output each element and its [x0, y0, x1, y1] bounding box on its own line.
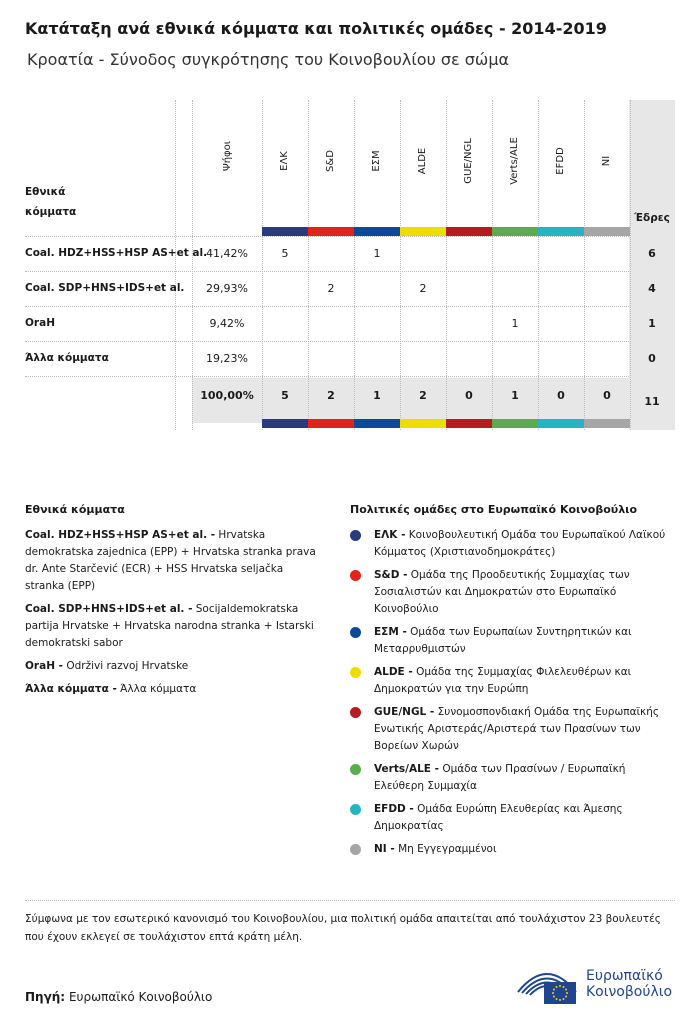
party-votes: 29,93% — [206, 282, 248, 295]
party-seats: 6 — [648, 247, 656, 260]
group-color-bar — [492, 227, 538, 236]
footnote: Σύμφωνα με τον εσωτερικό κανονισμό του Κοινοβουλίου, μια πολιτική ομάδα απαιτείται από τουλάχιστον 23 βουλευτές που έχουν εκλεγεί σε τουλάχιστον επτά κράτη μέλη. — [25, 913, 661, 943]
national-party-description: Άλλα κόμματα — [120, 683, 197, 695]
total-seat-cell: 1 — [373, 389, 381, 402]
party-header: Εθνικά κόμματα — [25, 186, 77, 218]
party-votes: 19,23% — [206, 352, 248, 365]
group-color-bar-bottom — [492, 419, 538, 428]
seat-cell — [400, 341, 446, 376]
group-color-dot-icon — [350, 844, 361, 855]
group-header: S&D — [325, 150, 336, 172]
seat-cell — [538, 306, 584, 341]
seat-cell — [584, 341, 630, 376]
political-group-entry — [350, 624, 675, 658]
group-header: ΕΛΚ — [279, 151, 290, 171]
political-group-description: Ομάδα των Ευρωπαίων Συντηρητικών και Μεταρρυθμιστών — [374, 626, 632, 655]
group-color-bar — [446, 227, 492, 236]
eu-star-icon — [553, 996, 555, 998]
political-group-entry — [350, 841, 675, 858]
party-seats: 4 — [648, 282, 656, 295]
group-color-bar-bottom — [400, 419, 446, 428]
group-color-bar — [354, 227, 400, 236]
group-color-bar — [262, 227, 308, 236]
seat-cell — [584, 306, 630, 341]
total-seat-cell: 0 — [603, 389, 611, 402]
total-seat-cell: 1 — [511, 389, 519, 402]
row-divider — [25, 376, 629, 377]
footnote-divider — [25, 900, 675, 901]
seat-cell — [538, 271, 584, 306]
seats-header: Έδρες — [634, 212, 670, 224]
seat-cell — [492, 341, 538, 376]
seat-cell — [492, 271, 538, 306]
total-seat-cell: 2 — [327, 389, 335, 402]
political-group-name: GUE/NGL - — [374, 706, 435, 718]
political-groups-heading: Πολιτικές ομάδες στο Ευρωπαϊκό Κοινοβούλιο — [350, 503, 638, 516]
party-votes: 9,42% — [209, 317, 245, 330]
national-party-name: Coal. SDP+HNS+IDS+et al. - — [25, 603, 193, 615]
group-header: ΕΣΜ — [371, 150, 382, 172]
political-group-name: Verts/ALE - — [374, 763, 439, 775]
seat-cell — [584, 271, 630, 306]
logo-line2: Κοινοβούλιο — [586, 984, 673, 1000]
total-seats: 11 — [644, 395, 660, 408]
seat-cell — [584, 236, 630, 271]
eu-star-icon — [556, 998, 558, 1000]
political-groups-legend — [350, 527, 675, 864]
national-party-description: Održivi razvoj Hrvatske — [66, 660, 189, 672]
national-party-entry — [25, 601, 325, 652]
seat-cell — [262, 306, 308, 341]
political-group-name: NI - — [374, 843, 395, 855]
parliament-emblem-icon — [514, 962, 580, 1006]
political-group-name: EFDD - — [374, 803, 414, 815]
eu-star-icon — [556, 986, 558, 988]
eu-star-icon — [552, 992, 554, 994]
total-seat-cell: 0 — [557, 389, 565, 402]
group-color-bar-bottom — [354, 419, 400, 428]
seat-cell — [308, 306, 354, 341]
seat-cell — [400, 306, 446, 341]
group-header: NI — [601, 155, 612, 167]
party-name: OraH — [25, 317, 55, 329]
party-name: Άλλα κόμματα — [25, 352, 109, 364]
source-label: Πηγή: — [25, 990, 66, 1004]
political-group-description: Ομάδα των Πρασίνων / Ευρωπαϊκή Ελεύθερη Συμμαχία — [374, 763, 626, 792]
group-header: EFDD — [555, 147, 566, 175]
seat-cell: 1 — [511, 317, 519, 330]
seat-cell: 1 — [373, 247, 381, 260]
total-seat-cell: 2 — [419, 389, 427, 402]
logo-line1: Ευρωπαϊκό — [586, 968, 663, 984]
political-group-entry — [350, 567, 675, 618]
political-group-name: ALDE - — [374, 666, 413, 678]
group-color-dot-icon — [350, 530, 361, 541]
eu-star-icon — [559, 985, 561, 987]
eu-star-icon — [565, 989, 567, 991]
seat-cell — [400, 236, 446, 271]
group-color-bar-bottom — [308, 419, 354, 428]
group-color-dot-icon — [350, 667, 361, 678]
group-color-bar-bottom — [262, 419, 308, 428]
seat-cell — [354, 271, 400, 306]
political-group-entry — [350, 704, 675, 755]
party-name: Coal. SDP+HNS+IDS+et al. — [25, 282, 185, 294]
group-header: GUE/NGL — [463, 138, 474, 184]
political-group-description: Ομάδα της Προοδευτικής Συμμαχίας των Σοσιαλιστών και Δημοκρατών στο Ευρωπαϊκό Κοινοβούλιο — [374, 569, 630, 615]
group-header: Verts/ALE — [509, 137, 520, 185]
seat-cell — [446, 341, 492, 376]
political-group-entry — [350, 527, 675, 561]
national-party-entry — [25, 681, 325, 698]
eu-star-icon — [565, 996, 567, 998]
european-parliament-logo — [514, 962, 676, 1006]
group-color-bar-bottom — [584, 419, 630, 428]
political-group-description: Ομάδα της Συμμαχίας Φιλελευθέρων και Δημοκρατών για την Ευρώπη — [374, 666, 632, 695]
political-group-description: Ομάδα Ευρώπη Ελευθερίας και Άμεσης Δημοκρατίας — [374, 803, 623, 832]
eu-star-icon — [559, 999, 561, 1001]
national-party-name: Coal. HDZ+HSS+HSP AS+et al. - — [25, 529, 216, 541]
seat-cell — [538, 341, 584, 376]
national-party-entry — [25, 658, 325, 675]
page-title: Κατάταξη ανά εθνικά κόμματα και πολιτικές ομάδες - 2014-2019 — [25, 19, 607, 38]
group-color-bar-bottom — [538, 419, 584, 428]
party-votes: 41,42% — [206, 247, 248, 260]
political-group-entry — [350, 664, 675, 698]
political-group-name: S&D - — [374, 569, 408, 581]
seat-cell — [446, 271, 492, 306]
votes-header: Ψήφοι — [222, 140, 233, 172]
political-group-entry — [350, 801, 675, 835]
party-name: Coal. HDZ+HSS+HSP AS+et al. — [25, 247, 208, 259]
seat-cell — [262, 341, 308, 376]
national-party-name: OraH - — [25, 660, 63, 672]
group-color-bar — [400, 227, 446, 236]
seat-cell — [354, 306, 400, 341]
group-color-dot-icon — [350, 764, 361, 775]
eu-star-icon — [563, 986, 565, 988]
political-group-name: ΕΛΚ - — [374, 529, 406, 541]
national-party-description: Hrvatska demokratska zajednica (EPP) + Hrvatska stranka prava dr. Ante Starčević (ECR) + HSS Hrvatska seljačka stranka (EPP) — [25, 529, 316, 592]
national-party-name: Άλλα κόμματα - — [25, 683, 117, 695]
seat-cell — [308, 341, 354, 376]
seat-cell — [354, 341, 400, 376]
group-color-bar — [584, 227, 630, 236]
seat-cell: 2 — [419, 282, 427, 295]
group-color-bar — [538, 227, 584, 236]
seat-cell — [262, 271, 308, 306]
source — [25, 990, 212, 1004]
seat-cell — [308, 236, 354, 271]
national-party-description: Socijaldemokratska partija Hrvatske + Hrvatska narodna stranka + Istarski demokratski sabor — [25, 603, 314, 649]
party-seats: 1 — [648, 317, 656, 330]
national-party-entry — [25, 527, 325, 595]
group-color-dot-icon — [350, 804, 361, 815]
party-seats: 0 — [648, 352, 656, 365]
group-color-dot-icon — [350, 627, 361, 638]
political-group-description: Συνομοσπονδιακή Ομάδα της Ευρωπαϊκής Ενωτικής Αριστεράς/Αριστερά των Πρασίνων των Βορείων Χωρών — [374, 706, 660, 752]
seat-cell — [492, 236, 538, 271]
total-votes: 100,00% — [200, 389, 254, 402]
group-color-dot-icon — [350, 570, 361, 581]
source-value: Ευρωπαϊκό Κοινοβούλιο — [68, 990, 213, 1004]
eu-star-icon — [566, 992, 568, 994]
eu-star-icon — [553, 989, 555, 991]
political-group-description: Κοινοβουλευτική Ομάδα του Ευρωπαϊκού Λαϊκού Κόμματος (Χριστιανοδημοκράτες) — [374, 529, 666, 558]
page-subtitle: Κροατία - Σύνοδος συγκρότησης του Κοινοβουλίου σε σώμα — [27, 50, 510, 69]
seat-cell — [446, 236, 492, 271]
seat-cell: 2 — [327, 282, 335, 295]
seat-cell — [446, 306, 492, 341]
seat-cell: 5 — [281, 247, 289, 260]
political-group-entry — [350, 761, 675, 795]
political-group-name: ΕΣΜ - — [374, 626, 407, 638]
political-group-description: Μη Εγγεγραμμένοι — [398, 843, 497, 855]
total-seat-cell: 5 — [281, 389, 289, 402]
group-color-bar-bottom — [446, 419, 492, 428]
national-parties-heading: Εθνικά κόμματα — [25, 503, 125, 516]
group-color-bar — [308, 227, 354, 236]
results-table — [25, 100, 675, 430]
eu-star-icon — [563, 998, 565, 1000]
group-color-dot-icon — [350, 707, 361, 718]
seat-cell — [538, 236, 584, 271]
group-header: ALDE — [417, 147, 428, 175]
national-parties-legend — [25, 527, 325, 704]
total-seat-cell: 0 — [465, 389, 473, 402]
